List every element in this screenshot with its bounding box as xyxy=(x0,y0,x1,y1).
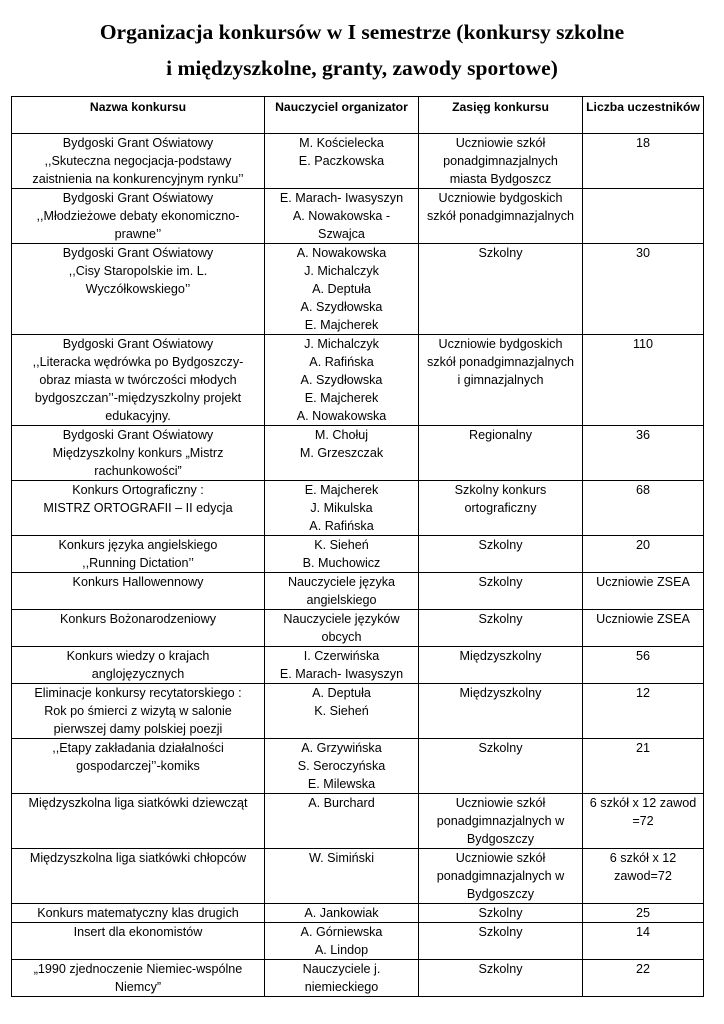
cell-count-line: 68 xyxy=(635,483,650,497)
cell-scope xyxy=(419,426,583,481)
cell-name xyxy=(12,904,265,923)
competitions-table xyxy=(11,96,704,997)
cell-name-line: pierwszej damy polskiej poezji xyxy=(53,722,223,736)
cell-count-line: zawod=72 xyxy=(614,869,672,883)
cell-count xyxy=(583,923,704,960)
cell-organizer-line: niemieckiego xyxy=(304,980,379,994)
cell-scope-line: Szkolny xyxy=(478,962,523,976)
cell-name xyxy=(12,134,265,189)
cell-organizer-line: A. Szydłowska xyxy=(300,300,383,314)
cell-scope xyxy=(419,335,583,426)
cell-organizer-line: E. Majcherek xyxy=(304,483,379,497)
cell-organizer-line: A. Lindop xyxy=(314,943,369,957)
cell-count-line: 25 xyxy=(635,906,650,920)
cell-name-line: Rok po śmierci z wizytą w salonie xyxy=(44,704,232,718)
cell-count xyxy=(583,739,704,794)
table-row xyxy=(12,610,704,647)
cell-scope xyxy=(419,647,583,684)
cell-name xyxy=(12,960,265,997)
cell-scope xyxy=(419,573,583,610)
cell-name xyxy=(12,481,265,536)
cell-scope-line: Szkolny xyxy=(478,741,523,755)
table-row xyxy=(12,739,704,794)
cell-scope-line: Szkolny xyxy=(478,575,523,589)
cell-name xyxy=(12,610,265,647)
cell-organizer-line: A. Szydłowska xyxy=(300,373,383,387)
table-row xyxy=(12,923,704,960)
cell-count xyxy=(583,536,704,573)
header-organizer xyxy=(265,97,419,134)
cell-count xyxy=(583,849,704,904)
cell-organizer xyxy=(265,794,419,849)
cell-organizer xyxy=(265,739,419,794)
table-row xyxy=(12,335,704,426)
cell-count xyxy=(583,244,704,335)
cell-scope xyxy=(419,904,583,923)
cell-count-line: 12 xyxy=(635,686,650,700)
cell-organizer-line: A. Rafińska xyxy=(309,519,374,533)
title-line-2: i międzyszkolne, granty, zawody sportowe) xyxy=(166,56,558,80)
cell-scope xyxy=(419,794,583,849)
cell-name xyxy=(12,573,265,610)
cell-scope-line: szkół ponadgimnazjalnych xyxy=(426,355,574,369)
cell-scope-line: ponadgimnazjalnych xyxy=(443,154,558,168)
cell-organizer xyxy=(265,610,419,647)
cell-name-line: Międzyszkolna liga siatkówki dziewcząt xyxy=(28,796,248,810)
cell-name-line: Bydgoski Grant Oświatowy xyxy=(62,136,214,150)
cell-organizer-line: A. Rafińska xyxy=(309,355,374,369)
table-row xyxy=(12,536,704,573)
cell-count-line: Uczniowie ZSEA xyxy=(596,575,690,589)
table-row xyxy=(12,794,704,849)
table-row xyxy=(12,134,704,189)
table-row xyxy=(12,960,704,997)
cell-scope-line: Bydgoszczy xyxy=(466,832,535,846)
cell-count-line: 14 xyxy=(635,925,650,939)
cell-organizer-line: J. Mikulska xyxy=(310,501,373,515)
cell-organizer-line: A. Nowakowska xyxy=(296,246,387,260)
cell-count-line: 6 szkół x 12 zawod xyxy=(589,796,697,810)
cell-organizer-line: K. Sieheń xyxy=(314,538,369,552)
cell-organizer-line: A. Górniewska xyxy=(300,925,383,939)
cell-name-line: „1990 zjednoczenie Niemiec-wspólne xyxy=(33,962,243,976)
cell-organizer xyxy=(265,573,419,610)
table-row xyxy=(12,849,704,904)
cell-count-line: 18 xyxy=(635,136,650,150)
cell-count-line: 6 szkół x 12 xyxy=(609,851,677,865)
cell-scope-line: Bydgoszczy xyxy=(466,887,535,901)
cell-scope xyxy=(419,134,583,189)
cell-scope xyxy=(419,739,583,794)
cell-name xyxy=(12,647,265,684)
cell-organizer xyxy=(265,684,419,739)
cell-name-line: ,,Etapy zakładania działalności xyxy=(52,741,224,755)
table-row xyxy=(12,481,704,536)
cell-name xyxy=(12,426,265,481)
header-scope-text: Zasięg konkursu xyxy=(452,100,549,114)
header-count-text: Liczba uczestników xyxy=(586,100,700,114)
cell-scope-line: Międzyszkolny xyxy=(459,686,542,700)
cell-name xyxy=(12,794,265,849)
cell-name-line: ,,Cisy Staropolskie im. L. xyxy=(68,264,208,278)
cell-count-line: 22 xyxy=(635,962,650,976)
cell-scope-line: miasta Bydgoszcz xyxy=(449,172,552,186)
cell-scope-line: Uczniowie szkół xyxy=(455,851,546,865)
header-scope xyxy=(419,97,583,134)
cell-name xyxy=(12,684,265,739)
cell-organizer xyxy=(265,244,419,335)
cell-name-line: prawne’’ xyxy=(114,227,162,241)
cell-scope xyxy=(419,536,583,573)
cell-organizer xyxy=(265,134,419,189)
cell-organizer-line: A. Nowakowska xyxy=(296,409,387,423)
cell-scope xyxy=(419,189,583,244)
cell-organizer-line: M. Kościelecka xyxy=(299,136,384,150)
cell-name-line: anglojęzycznych xyxy=(91,667,185,681)
cell-organizer-line: J. Michalczyk xyxy=(304,337,379,351)
cell-count xyxy=(583,189,704,244)
cell-organizer-line: W. Simiński xyxy=(308,851,375,865)
cell-name xyxy=(12,739,265,794)
cell-name-line: bydgoszczan’’-międzyszkolny projekt xyxy=(34,391,242,405)
cell-scope-line: ponadgimnazjalnych w xyxy=(436,869,565,883)
cell-scope-line: Szkolny xyxy=(478,906,523,920)
cell-scope-line: szkół ponadgimnazjalnych xyxy=(426,209,574,223)
cell-name xyxy=(12,189,265,244)
cell-count xyxy=(583,904,704,923)
cell-count-line: 36 xyxy=(635,428,650,442)
cell-organizer xyxy=(265,481,419,536)
cell-count xyxy=(583,481,704,536)
cell-scope-line: Regionalny xyxy=(468,428,532,442)
cell-count-line: Uczniowie ZSEA xyxy=(596,612,690,626)
cell-count-line: 20 xyxy=(635,538,650,552)
cell-organizer-line: M. Grzeszczak xyxy=(299,446,384,460)
cell-name-line: Niemcy” xyxy=(114,980,162,994)
cell-count xyxy=(583,610,704,647)
cell-name-line: Konkurs języka angielskiego xyxy=(58,538,218,552)
table-row xyxy=(12,647,704,684)
cell-scope-line: Szkolny xyxy=(478,538,523,552)
cell-name-line: ,,Running Dictation’’ xyxy=(82,556,194,570)
table-row xyxy=(12,244,704,335)
cell-name-line: Konkurs matematyczny klas drugich xyxy=(37,906,239,920)
cell-organizer-line: obcych xyxy=(321,630,362,644)
cell-count xyxy=(583,960,704,997)
cell-organizer-line: E. Majcherek xyxy=(304,318,379,332)
cell-count-line: 56 xyxy=(635,649,650,663)
cell-name-line: Konkurs wiedzy o krajach xyxy=(66,649,210,663)
cell-scope-line: Szkolny xyxy=(478,612,523,626)
cell-organizer-line: E. Majcherek xyxy=(304,391,379,405)
cell-name-line: zaistnienia na konkurencyjnym rynku’’ xyxy=(32,172,244,186)
cell-organizer-line: Nauczyciele języka xyxy=(287,575,396,589)
cell-organizer-line: E. Marach- Iwasyszyn xyxy=(279,191,404,205)
cell-name xyxy=(12,849,265,904)
cell-name-line: obraz miasta w twórczości młodych xyxy=(39,373,237,387)
cell-organizer xyxy=(265,426,419,481)
cell-name-line: ,,Skuteczna negocjacja-podstawy xyxy=(44,154,232,168)
cell-organizer xyxy=(265,335,419,426)
cell-scope-line: Międzyszkolny xyxy=(459,649,542,663)
cell-scope-line: Szkolny xyxy=(478,246,523,260)
cell-count xyxy=(583,647,704,684)
cell-count-line: =72 xyxy=(632,814,654,828)
cell-organizer xyxy=(265,960,419,997)
cell-organizer-line: A. Grzywińska xyxy=(301,741,382,755)
cell-count xyxy=(583,134,704,189)
cell-organizer-line: E. Milewska xyxy=(307,777,376,791)
cell-name xyxy=(12,923,265,960)
cell-count xyxy=(583,426,704,481)
cell-organizer xyxy=(265,647,419,684)
cell-count-line: 30 xyxy=(635,246,650,260)
cell-scope xyxy=(419,923,583,960)
cell-scope-line: Uczniowie bydgoskich xyxy=(438,337,563,351)
cell-organizer-line: A. Nowakowska - xyxy=(292,209,391,223)
cell-count xyxy=(583,684,704,739)
cell-name-line: gospodarczej’’-komiks xyxy=(76,759,200,773)
cell-name-line: Insert dla ekonomistów xyxy=(73,925,203,939)
cell-scope-line: Szkolny konkurs xyxy=(454,483,547,497)
cell-count-line: 110 xyxy=(632,337,654,351)
cell-scope-line: Szkolny xyxy=(478,925,523,939)
cell-scope xyxy=(419,849,583,904)
table-row xyxy=(12,684,704,739)
cell-scope xyxy=(419,684,583,739)
cell-name-line: MISTRZ ORTOGRAFII – II edycja xyxy=(43,501,233,515)
cell-organizer xyxy=(265,923,419,960)
table-row xyxy=(12,573,704,610)
cell-scope xyxy=(419,960,583,997)
cell-organizer-line: A. Jankowiak xyxy=(304,906,379,920)
header-row xyxy=(12,97,704,134)
cell-name-line: Konkurs Hallowennowy xyxy=(72,575,204,589)
cell-name-line: Międzyszkolna liga siatkówki chłopców xyxy=(29,851,247,865)
header-organizer-text: Nauczyciel organizator xyxy=(275,100,408,114)
cell-scope-line: Uczniowie szkół xyxy=(455,136,546,150)
table-row xyxy=(12,189,704,244)
cell-scope-line: ponadgimnazjalnych w xyxy=(436,814,565,828)
cell-name-line: Międzyszkolny konkurs „Mistrz xyxy=(52,446,224,460)
cell-organizer-line: A. Deptuła xyxy=(312,282,371,296)
cell-scope-line: Uczniowie szkół xyxy=(455,796,546,810)
cell-scope-line: ortograficzny xyxy=(464,501,537,515)
cell-organizer xyxy=(265,189,419,244)
cell-count xyxy=(583,573,704,610)
cell-organizer-line: Szwajca xyxy=(318,227,365,241)
table-body xyxy=(12,134,704,997)
cell-organizer-line: A. Burchard xyxy=(308,796,375,810)
cell-organizer-line: J. Michalczyk xyxy=(304,264,379,278)
cell-scope xyxy=(419,481,583,536)
cell-name xyxy=(12,244,265,335)
header-name xyxy=(12,97,265,134)
cell-count-line: 21 xyxy=(635,741,650,755)
cell-count xyxy=(583,335,704,426)
cell-name-line: Bydgoski Grant Oświatowy xyxy=(62,191,214,205)
cell-organizer xyxy=(265,536,419,573)
cell-name xyxy=(12,536,265,573)
cell-scope xyxy=(419,244,583,335)
cell-organizer xyxy=(265,849,419,904)
cell-name-line: Bydgoski Grant Oświatowy xyxy=(62,246,214,260)
table-row xyxy=(12,426,704,481)
header-count xyxy=(583,97,704,134)
cell-organizer-line: E. Paczkowska xyxy=(298,154,385,168)
cell-organizer xyxy=(265,904,419,923)
cell-name-line: Bydgoski Grant Oświatowy xyxy=(62,337,214,351)
header-name-text: Nazwa konkursu xyxy=(89,100,187,114)
document-title xyxy=(0,14,724,86)
cell-organizer-line: Nauczyciele języków xyxy=(283,612,400,626)
cell-name-line: Konkurs Ortograficzny : xyxy=(72,483,204,497)
cell-organizer-line: E. Marach- Iwasyszyn xyxy=(279,667,404,681)
cell-scope-line: Uczniowie bydgoskich xyxy=(438,191,563,205)
cell-name-line: ,,Młodzieżowe debaty ekonomiczno- xyxy=(36,209,240,223)
cell-organizer-line: S. Seroczyńska xyxy=(297,759,386,773)
cell-organizer-line: A. Deptuła xyxy=(312,686,371,700)
cell-name-line: Wyczółkowskiego’’ xyxy=(85,282,191,296)
cell-scope-line: i gimnazjalnych xyxy=(457,373,544,387)
cell-name-line: ,,Literacka wędrówka po Bydgoszczy- xyxy=(32,355,244,369)
cell-count xyxy=(583,794,704,849)
table-header xyxy=(12,97,704,134)
cell-name-line: Bydgoski Grant Oświatowy xyxy=(62,428,214,442)
cell-name-line: Konkurs Bożonarodzeniowy xyxy=(59,612,217,626)
cell-organizer-line: Nauczyciele j. xyxy=(302,962,381,976)
cell-organizer-line: K. Sieheń xyxy=(314,704,369,718)
cell-organizer-line: M. Chołuj xyxy=(314,428,369,442)
cell-name xyxy=(12,335,265,426)
title-line-1: Organizacja konkursów w I semestrze (konkursy szkolne xyxy=(99,20,625,44)
cell-name-line: rachunkowości” xyxy=(94,464,182,478)
cell-scope xyxy=(419,610,583,647)
cell-organizer-line: B. Muchowicz xyxy=(302,556,381,570)
table-row xyxy=(12,904,704,923)
cell-organizer-line: I. Czerwińska xyxy=(303,649,380,663)
cell-name-line: Eliminacje konkursy recytatorskiego : xyxy=(34,686,242,700)
cell-name-line: edukacyjny. xyxy=(105,409,171,423)
cell-organizer-line: angielskiego xyxy=(306,593,377,607)
